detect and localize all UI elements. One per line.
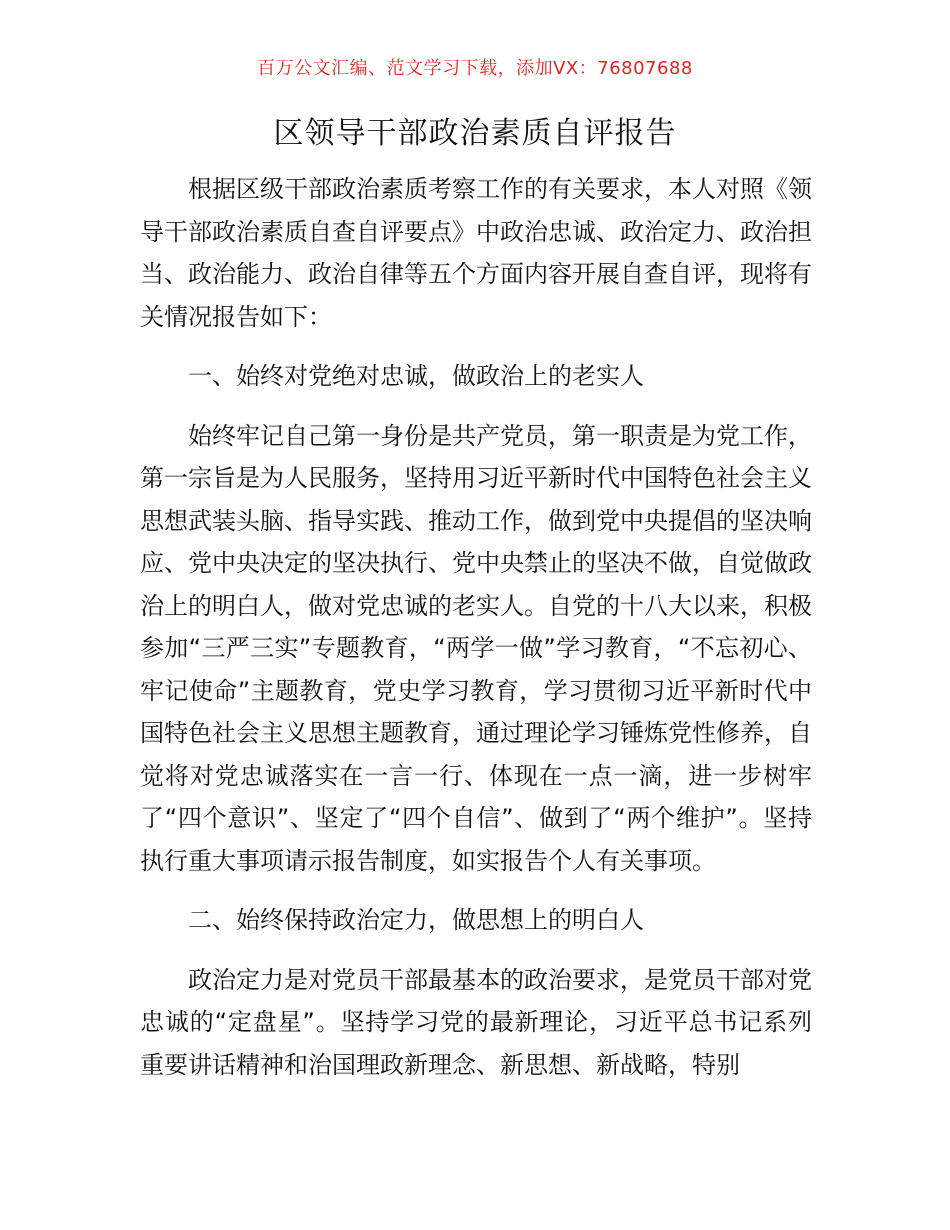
paragraph-intro: 根据区级干部政治素质考察工作的有关要求，本人对照《领导干部政治素质自查自评要点》中政治忠诚、政治定力、政治担当、政治能力、政治自律等五个方面内容开展自查自评，现将有关情况报告如下： bbox=[140, 175, 812, 331]
section-heading-1: 一、始终对党绝对忠诚，做政治上的老实人 bbox=[188, 362, 644, 390]
document-body bbox=[140, 168, 812, 1103]
watermark-banner: 百万公文汇编、范文学习下载，添加VX：76807688 bbox=[257, 58, 693, 79]
paragraph-section-1: 始终牢记自己第一身份是共产党员，第一职责是为党工作，第一宗旨是为人民服务，坚持用习近平新时代中国特色社会主义思想武装头脑、指导实践、推动工作，做到党中央提倡的坚决响应、党中央决定的坚决执行、党中央禁止的坚决不做，自觉做政治上的明白人，做对党忠诚的老实人。自党的十八大以来，积极参加“三严三实”专题教育，“两学一做”学习教育，“不忘初心、牢记使命”主题教育，党史学习教育，学习贯彻习近平新时代中国特色社会主义思想主题教育，通过理论学习锤炼党性修养，自觉将对党忠诚落实在一言一行、体现在一点一滴，进一步树牢了“四个意识”、坚定了“四个自信”、做到了“两个维护”。坚持执行重大事项请示报告制度，如实报告个人有关事项。 bbox=[140, 421, 812, 875]
section-heading-2: 二、始终保持政治定力，做思想上的明白人 bbox=[188, 906, 644, 934]
document-title: 区领导干部政治素质自评报告 bbox=[273, 116, 677, 151]
paragraph-section-2: 政治定力是对党员干部最基本的政治要求，是党员干部对党忠诚的“定盘星”。坚持学习党的最新理论，习近平总书记系列重要讲话精神和治国理政新理念、新思想、新战略，特别 bbox=[140, 965, 812, 1079]
